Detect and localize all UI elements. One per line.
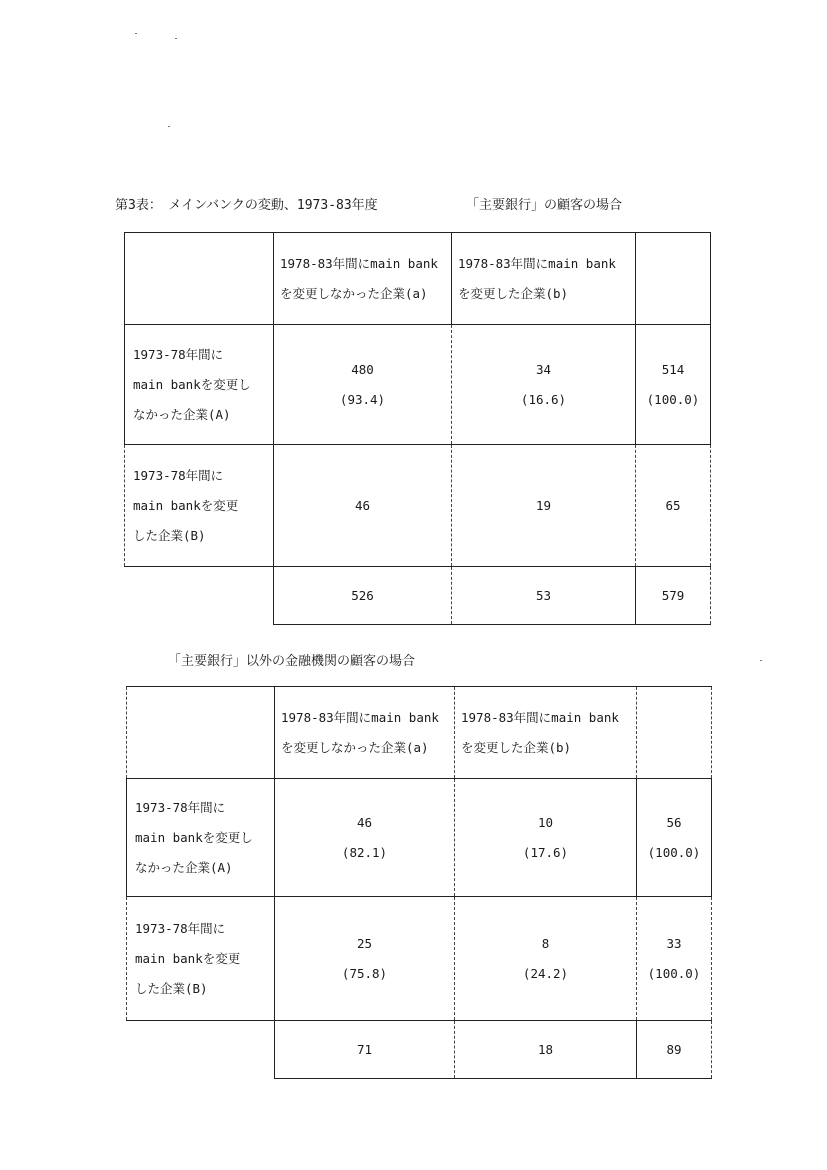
- header-col-b-line2: を変更した企業(b): [461, 739, 572, 755]
- table-main-bank-customers: [124, 232, 711, 625]
- cell-B-a: [274, 445, 452, 567]
- row-label-A: [127, 779, 275, 897]
- cell-B-total: [636, 445, 711, 567]
- table-header-row: [125, 233, 711, 325]
- total-all: [636, 567, 711, 625]
- row-label-line: 1973-78年間に: [133, 346, 224, 362]
- total-a: [275, 1021, 455, 1079]
- row-label-line: なかった企業(A): [133, 406, 231, 422]
- cell-value: 514: [661, 361, 685, 377]
- total-b: [455, 1021, 637, 1079]
- total-row-empty-cell: [125, 567, 274, 625]
- row-label-line: main bankを変更: [135, 950, 241, 966]
- cell-value: 71: [356, 1041, 373, 1057]
- cell-percent: (82.1): [341, 844, 388, 860]
- cell-value: 53: [535, 587, 552, 603]
- table-header-row: [127, 687, 712, 779]
- header-col-b: [455, 687, 637, 779]
- row-label-line: main bankを変更し: [135, 829, 253, 845]
- cell-percent: (93.4): [339, 391, 386, 407]
- cell-A-b: [452, 325, 636, 445]
- cell-value: 579: [661, 587, 685, 603]
- header-col-b-line1: 1978-83年間にmain bank: [458, 255, 616, 271]
- table-caption-main: [115, 194, 378, 213]
- cell-value: 56: [666, 814, 682, 830]
- cell-value: 19: [535, 497, 552, 513]
- row-label-line: main bankを変更: [133, 497, 239, 513]
- header-col-b-line2: を変更した企業(b): [458, 285, 569, 301]
- row-label-B: [125, 445, 274, 567]
- row-label-A: [125, 325, 274, 445]
- header-col-a: [275, 687, 455, 779]
- cell-A-a: [275, 779, 455, 897]
- row-label-B: [127, 897, 275, 1021]
- cell-percent: (100.0): [646, 391, 700, 407]
- cell-B-b: [455, 897, 637, 1021]
- scan-speck: [168, 126, 170, 127]
- table-row: [127, 779, 712, 897]
- row-label-line: 1973-78年間に: [133, 467, 224, 483]
- cell-value: 46: [354, 497, 371, 513]
- cell-B-b: [452, 445, 636, 567]
- cell-A-a: [274, 325, 452, 445]
- cell-value: 46: [356, 814, 373, 830]
- table1-subtitle-text: 「主要銀行」の顧客の場合: [466, 198, 623, 213]
- total-a: [274, 567, 452, 625]
- cell-B-total: [637, 897, 712, 1021]
- table-row: [127, 897, 712, 1021]
- header-total-cell: [636, 233, 711, 325]
- header-col-a-line1: 1978-83年間にmain bank: [281, 709, 439, 725]
- cell-value: 480: [351, 361, 374, 377]
- cell-value: 8: [541, 935, 550, 951]
- table-title: 第3表： メインバンクの変動、1973-83年度: [115, 198, 378, 213]
- cell-A-total: [636, 325, 711, 445]
- row-label-line: した企業(B): [135, 980, 208, 996]
- cell-percent: (17.6): [522, 844, 569, 860]
- total-all: [637, 1021, 712, 1079]
- header-empty-cell: [127, 687, 275, 779]
- header-col-a-line1: 1978-83年間にmain bank: [280, 255, 438, 271]
- row-label-line: 1973-78年間に: [135, 799, 226, 815]
- cell-value: 18: [537, 1041, 554, 1057]
- scan-speck: [135, 33, 137, 34]
- cell-percent: (100.0): [647, 965, 701, 981]
- cell-value: 33: [666, 935, 682, 951]
- cell-value: 25: [356, 935, 373, 951]
- table2-subtitle: [168, 650, 415, 669]
- cell-value: 89: [666, 1041, 682, 1057]
- cell-value: 34: [535, 361, 552, 377]
- cell-B-a: [275, 897, 455, 1021]
- total-row-empty-cell: [127, 1021, 275, 1079]
- table-total-row: [125, 567, 711, 625]
- table1-subtitle: [466, 194, 622, 213]
- row-label-line: なかった企業(A): [135, 859, 233, 875]
- row-label-line: した企業(B): [133, 527, 206, 543]
- row-label-line: main bankを変更し: [133, 376, 251, 392]
- scan-speck: [175, 38, 177, 39]
- table2-subtitle-text: 「主要銀行」以外の金融機関の顧客の場合: [168, 654, 416, 669]
- header-col-b: [452, 233, 636, 325]
- row-label-line: 1973-78年間に: [135, 920, 226, 936]
- cell-value: 65: [665, 497, 681, 513]
- cell-value: 526: [351, 587, 374, 603]
- cell-A-b: [455, 779, 637, 897]
- table-other-institution-customers: [126, 686, 712, 1079]
- cell-A-total: [637, 779, 712, 897]
- header-col-a-line2: を変更しなかった企業(a): [280, 285, 428, 301]
- cell-percent: (24.2): [522, 965, 569, 981]
- header-col-a-line2: を変更しなかった企業(a): [281, 739, 429, 755]
- cell-value: 10: [537, 814, 554, 830]
- cell-percent: (75.8): [341, 965, 388, 981]
- header-empty-cell: [125, 233, 274, 325]
- table-row: [125, 325, 711, 445]
- header-col-a: [274, 233, 452, 325]
- scan-speck: [760, 660, 762, 661]
- cell-percent: (16.6): [520, 391, 567, 407]
- table-row: [125, 445, 711, 567]
- table-total-row: [127, 1021, 712, 1079]
- cell-percent: (100.0): [647, 844, 701, 860]
- total-b: [452, 567, 636, 625]
- header-total-cell: [637, 687, 712, 779]
- header-col-b-line1: 1978-83年間にmain bank: [461, 709, 619, 725]
